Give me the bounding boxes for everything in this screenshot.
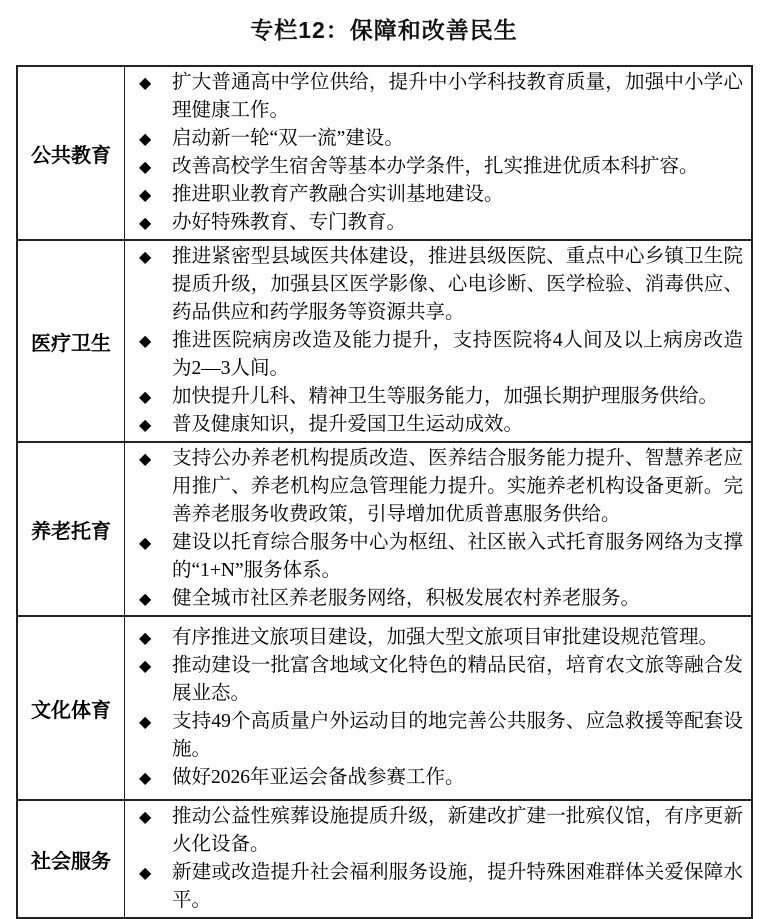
category-label: 医疗卫生: [31, 332, 111, 355]
diamond-bullet-icon: ◆: [139, 185, 152, 204]
list-item: [125, 69, 743, 125]
diamond-bullet-icon: ◆: [139, 863, 152, 882]
list-item: [125, 624, 743, 652]
list-item-text: 普及健康知识，提升爱国卫生运动成效。: [172, 414, 524, 435]
list-item-text: 启动新一轮“双一流”建设。: [172, 128, 404, 149]
list-item-text: 健全城市社区养老服务网络，积极发展农村养老服务。: [172, 588, 641, 609]
list-item: [125, 327, 743, 383]
list-item: [125, 383, 743, 411]
items-cell: [125, 66, 753, 240]
category-cell: [17, 66, 125, 240]
category-label: 公共教育: [31, 144, 111, 167]
list-item: [125, 708, 743, 764]
list-item: [125, 585, 743, 613]
list-item: [125, 153, 743, 181]
table-row: [17, 442, 752, 616]
list-item-text: 有序推进文旅项目建设，加强大型文旅项目审批建设规范管理。: [172, 627, 719, 648]
category-label: 文化体育: [31, 699, 111, 722]
diamond-bullet-icon: ◆: [139, 213, 152, 232]
page-title: 专栏12：保障和改善民生: [250, 17, 518, 43]
list-item-text: 改善高校学生宿舍等基本办学条件，扎实推进优质本科扩容。: [172, 156, 699, 177]
diamond-bullet-icon: ◆: [139, 247, 152, 266]
diamond-bullet-icon: ◆: [139, 415, 152, 434]
diamond-bullet-icon: ◆: [139, 331, 152, 350]
list-item-text: 推进医院病房改造及能力提升，支持医院将4人间及以上病房改造为2—3人间。: [172, 330, 743, 379]
list-item-text: 推动公益性殡葬设施提质升级，新建改扩建一批殡仪馆，有序更新火化设备。: [172, 806, 743, 855]
items-cell: [125, 616, 753, 800]
list-item: [125, 529, 743, 585]
list-item-text: 做好2026年亚运会备战参赛工作。: [172, 767, 465, 788]
list-item-text: 推动建设一批富含地域文化特色的精品民宿，培育农文旅等融合发展业态。: [172, 655, 743, 704]
diamond-bullet-icon: ◆: [139, 768, 152, 787]
list-item: [125, 411, 743, 439]
category-cell: [17, 442, 125, 616]
diamond-bullet-icon: ◆: [139, 449, 152, 468]
list-item-text: 建设以托育综合服务中心为枢纽、社区嵌入式托育服务网络为支撑的“1+N”服务体系。: [172, 532, 743, 581]
items-cell: [125, 800, 753, 918]
list-item-text: 新建或改造提升社会福利服务设施，提升特殊困难群体关爱保障水平。: [172, 862, 743, 911]
list-item: [125, 181, 743, 209]
items-cell: [125, 240, 753, 442]
list-item: [125, 125, 743, 153]
category-cell: [17, 240, 125, 442]
list-item: [125, 209, 743, 237]
category-label: 社会服务: [31, 850, 111, 873]
list-item-text: 扩大普通高中学位供给，提升中小学科技教育质量，加强中小学心理健康工作。: [172, 72, 743, 121]
table-row: [17, 240, 752, 442]
category-label: 养老托育: [31, 520, 111, 543]
list-item: [125, 803, 743, 859]
list-item-text: 推进紧密型县域医共体建设，推进县级医院、重点中心乡镇卫生院提质升级，加强县区医学影像、心电诊断、医学检验、消毒供应、药品供应和药学服务等资源共享。: [172, 246, 743, 323]
category-cell: [17, 800, 125, 918]
diamond-bullet-icon: ◆: [139, 589, 152, 608]
list-item: [125, 859, 743, 915]
list-item-text: 推进职业教育产教融合实训基地建设。: [172, 184, 504, 205]
table-row: [17, 616, 752, 800]
table-row: [17, 66, 752, 240]
list-item: [125, 243, 743, 327]
items-cell: [125, 442, 753, 616]
diamond-bullet-icon: ◆: [139, 129, 152, 148]
diamond-bullet-icon: ◆: [139, 533, 152, 552]
table-row: [17, 800, 752, 918]
diamond-bullet-icon: ◆: [139, 73, 152, 92]
livelihood-table: [16, 65, 753, 919]
diamond-bullet-icon: ◆: [139, 628, 152, 647]
diamond-bullet-icon: ◆: [139, 157, 152, 176]
list-item: [125, 764, 743, 792]
list-item-text: 支持公办养老机构提质改造、医养结合服务能力提升、智慧养老应用推广、养老机构应急管理能力提升。实施养老机构设备更新。完善养老服务收费政策，引导增加优质普惠服务供给。: [172, 448, 743, 525]
list-item: [125, 445, 743, 529]
diamond-bullet-icon: ◆: [139, 656, 152, 675]
list-item-text: 办好特殊教育、专门教育。: [172, 212, 407, 233]
category-cell: [17, 616, 125, 800]
list-item: [125, 652, 743, 708]
diamond-bullet-icon: ◆: [139, 712, 152, 731]
table-body: [17, 66, 752, 918]
diamond-bullet-icon: ◆: [139, 387, 152, 406]
list-item-text: 支持49个高质量户外运动目的地完善公共服务、应急救援等配套设施。: [172, 711, 743, 760]
list-item-text: 加快提升儿科、精神卫生等服务能力，加强长期护理服务供给。: [172, 386, 719, 407]
diamond-bullet-icon: ◆: [139, 807, 152, 826]
